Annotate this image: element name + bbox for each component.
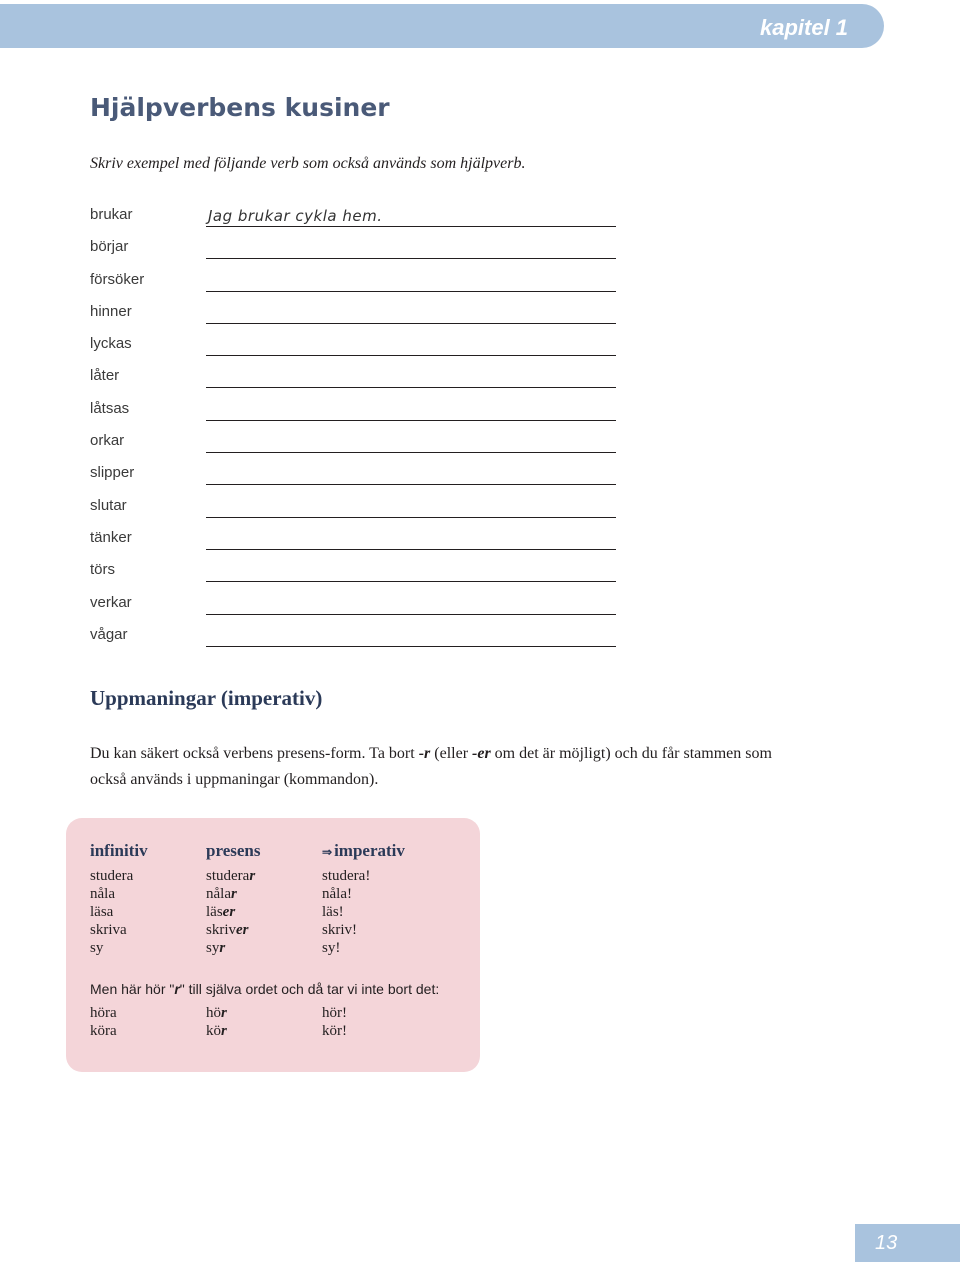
presens-ending: r	[230, 886, 237, 902]
para-r: -r	[418, 745, 431, 762]
presens-ending: er	[236, 922, 249, 938]
header-presens: presens	[206, 841, 261, 860]
verb-label: tänker	[90, 528, 132, 546]
verb-label: låter	[90, 367, 120, 385]
cell-presens	[206, 939, 225, 957]
cell-imperativ: nåla!	[322, 886, 352, 902]
chapter-label: kapitel 1	[760, 15, 849, 40]
verb-label: lyckas	[90, 335, 132, 353]
cell-presens	[206, 903, 235, 921]
arrow-right-icon: ⇒	[322, 845, 333, 859]
cell-infinitiv: höra	[90, 1005, 117, 1021]
cell-infinitiv: skriva	[90, 922, 127, 938]
answer-line[interactable]	[206, 624, 616, 647]
presens-stem: nåla	[206, 886, 231, 902]
cell-presens	[206, 1022, 227, 1040]
section-title: Hjälpverbens kusiner	[90, 93, 390, 122]
cell-presens	[206, 921, 249, 939]
presens-ending: r	[249, 868, 256, 884]
cell-infinitiv: studera	[90, 868, 134, 884]
verb-label: vågar	[90, 625, 128, 643]
answer-line[interactable]	[206, 430, 616, 453]
answer-line[interactable]	[206, 333, 616, 356]
answer-line[interactable]	[206, 559, 616, 582]
cell-presens	[206, 885, 237, 903]
cell-imperativ: kör!	[322, 1023, 347, 1039]
answer-line[interactable]	[206, 269, 616, 292]
verb-label: slutar	[90, 496, 127, 514]
cell-imperativ: sy!	[322, 940, 341, 956]
cell-presens	[206, 867, 255, 885]
verb-label: törs	[90, 561, 116, 579]
cell-imperativ: studera!	[322, 868, 371, 884]
answer-line[interactable]	[206, 592, 616, 615]
cell-infinitiv: sy	[90, 940, 104, 956]
cell-infinitiv: nåla	[90, 886, 115, 902]
presens-stem: läs	[206, 904, 223, 920]
note-r: r	[174, 981, 180, 997]
verb-label: hinner	[90, 302, 132, 320]
header-infinitiv: infinitiv	[90, 841, 148, 860]
para-text: Du kan säkert också verbens presens-form. Ta bort	[90, 745, 419, 762]
answer-line[interactable]	[206, 495, 616, 518]
answer-line[interactable]	[206, 365, 616, 388]
para-text: om det är möjligt) och du får stammen som också används i uppmaningar (kommandon).	[90, 745, 772, 788]
page-number: 13	[875, 1232, 898, 1254]
cell-infinitiv: läsa	[90, 904, 114, 920]
cell-imperativ: skriv!	[322, 922, 357, 938]
verb-label: börjar	[90, 238, 129, 256]
verb-label: verkar	[90, 593, 132, 611]
verb-label: orkar	[90, 432, 125, 450]
answer-line[interactable]	[206, 301, 616, 324]
verb-label: låtsas	[90, 399, 130, 417]
chapter-header-band	[0, 4, 884, 48]
answer-line[interactable]	[206, 398, 616, 421]
presens-stem: hö	[206, 1005, 221, 1021]
cell-infinitiv: köra	[90, 1023, 117, 1039]
answer-line[interactable]	[206, 527, 616, 550]
presens-ending: r	[221, 1023, 227, 1039]
header-imperativ-label: imperativ	[334, 841, 405, 860]
imperative-title: Uppmaningar (imperativ)	[90, 686, 323, 710]
verb-label: brukar	[90, 206, 133, 223]
presens-stem: kö	[206, 1023, 221, 1039]
answer-line[interactable]	[206, 236, 616, 259]
answer-text: Jag brukar cykla hem.	[208, 207, 383, 225]
presens-stem: sy	[206, 940, 220, 956]
cell-imperativ: läs!	[322, 904, 344, 920]
presens-ending: er	[222, 904, 236, 920]
presens-ending: r	[219, 940, 226, 956]
note-post: " till själva ordet och då tar vi inte bort det:	[179, 981, 440, 997]
presens-stem: skriv	[206, 922, 236, 938]
header-imperativ	[322, 841, 405, 861]
page-number-band	[855, 1224, 960, 1262]
para-text: (eller	[430, 745, 473, 762]
verb-label: försöker	[90, 270, 145, 288]
note-pre: Men här hör "	[90, 981, 175, 997]
cell-imperativ: hör!	[322, 1005, 347, 1021]
para-er: -er	[472, 745, 491, 762]
instruction-text: Skriv exempel med följande verb som också används som hjälpverb.	[90, 155, 526, 172]
presens-stem: studera	[206, 868, 250, 884]
note-text	[90, 981, 439, 997]
presens-ending: r	[221, 1005, 227, 1021]
cell-presens	[206, 1004, 227, 1022]
imperative-paragraph	[90, 741, 790, 793]
answer-line[interactable]	[206, 462, 616, 485]
verb-label: slipper	[90, 464, 135, 482]
answer-line[interactable]	[206, 204, 616, 227]
